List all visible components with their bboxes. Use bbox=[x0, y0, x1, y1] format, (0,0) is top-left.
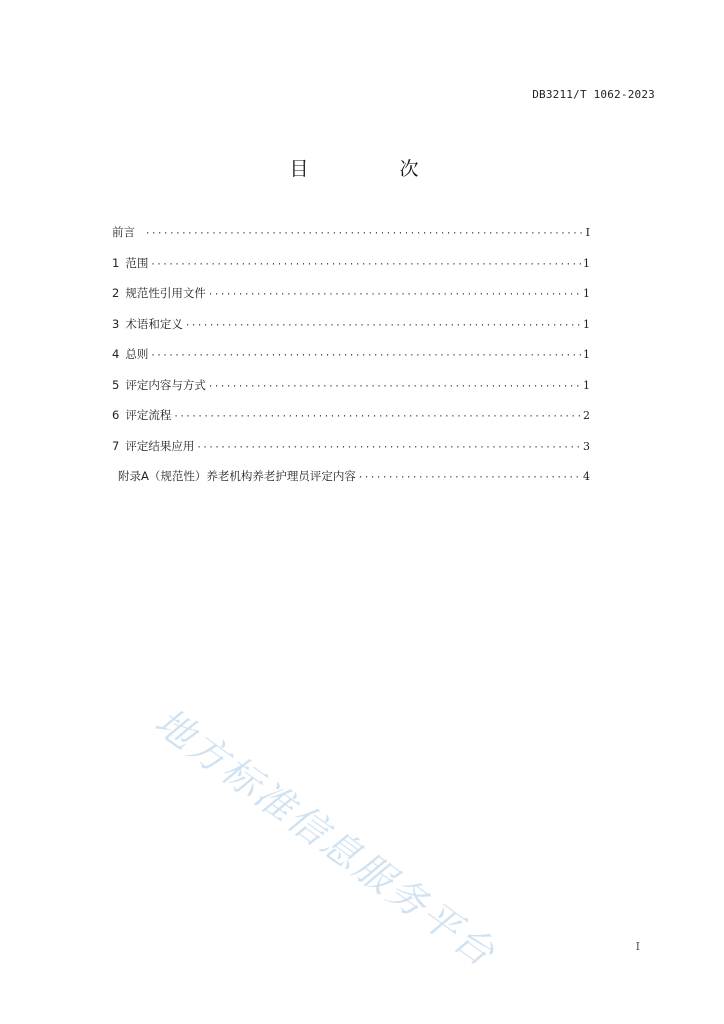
toc-entry-terms-definitions[interactable] bbox=[112, 316, 590, 347]
toc-entry-page: 1 bbox=[583, 378, 590, 392]
table-of-contents bbox=[112, 224, 590, 499]
toc-entry-evaluation-process[interactable] bbox=[112, 407, 590, 438]
toc-entry-label: 规范性引用文件 bbox=[125, 286, 206, 300]
toc-entry-number: 6 bbox=[112, 408, 120, 422]
toc-dot-leader bbox=[196, 443, 581, 453]
toc-entry-page: 3 bbox=[583, 439, 590, 453]
toc-entry-appendix-a[interactable] bbox=[112, 468, 590, 499]
toc-entry-page: I bbox=[585, 226, 590, 239]
toc-entry-number: 2 bbox=[112, 286, 120, 300]
toc-entry-evaluation-content[interactable] bbox=[112, 377, 590, 408]
toc-dot-leader bbox=[150, 260, 581, 270]
toc-entry-normative-references[interactable] bbox=[112, 285, 590, 316]
toc-dot-leader bbox=[145, 229, 582, 239]
toc-entry-number: 1 bbox=[112, 255, 120, 270]
toc-entry-foreword[interactable] bbox=[112, 224, 590, 255]
toc-entry-page: 1 bbox=[583, 317, 590, 331]
toc-entry-label: 评定结果应用 bbox=[125, 438, 195, 453]
toc-entry-number: 5 bbox=[112, 377, 120, 392]
toc-entry-label: 附录A（规范性）养老机构养老护理员评定内容 bbox=[118, 469, 356, 483]
toc-entry-page: 4 bbox=[583, 470, 590, 483]
toc-entry-number: 3 bbox=[112, 316, 120, 331]
toc-entry-label: 评定流程 bbox=[125, 408, 172, 422]
toc-entry-label: 术语和定义 bbox=[125, 316, 183, 331]
toc-dot-leader bbox=[208, 382, 581, 392]
toc-entry-number: 4 bbox=[112, 347, 120, 361]
toc-entry-number: 7 bbox=[112, 438, 120, 453]
toc-entry-label: 前言 bbox=[112, 225, 135, 239]
toc-entry-label: 范围 bbox=[125, 255, 149, 270]
toc-dot-leader bbox=[150, 351, 581, 361]
toc-entry-label: 评定内容与方式 bbox=[125, 377, 206, 392]
page-number: I bbox=[635, 940, 640, 953]
toc-entry-general[interactable] bbox=[112, 346, 590, 377]
toc-entry-page: 1 bbox=[583, 256, 590, 270]
toc-dot-leader bbox=[208, 290, 581, 300]
toc-entry-page: 1 bbox=[583, 348, 590, 361]
toc-dot-leader bbox=[173, 412, 581, 422]
watermark: 地方标准信息服务平台 bbox=[146, 699, 505, 976]
toc-entry-label: 总则 bbox=[125, 347, 149, 361]
toc-entry-page: 1 bbox=[583, 287, 590, 300]
toc-entry-page: 2 bbox=[583, 409, 590, 422]
toc-entry-result-application[interactable] bbox=[112, 438, 590, 469]
page-title: 目 次 bbox=[289, 158, 455, 180]
standard-code: DB3211/T 1062-2023 bbox=[532, 88, 655, 101]
toc-dot-leader bbox=[358, 473, 581, 483]
toc-dot-leader bbox=[185, 321, 581, 331]
toc-entry-scope[interactable] bbox=[112, 255, 590, 286]
